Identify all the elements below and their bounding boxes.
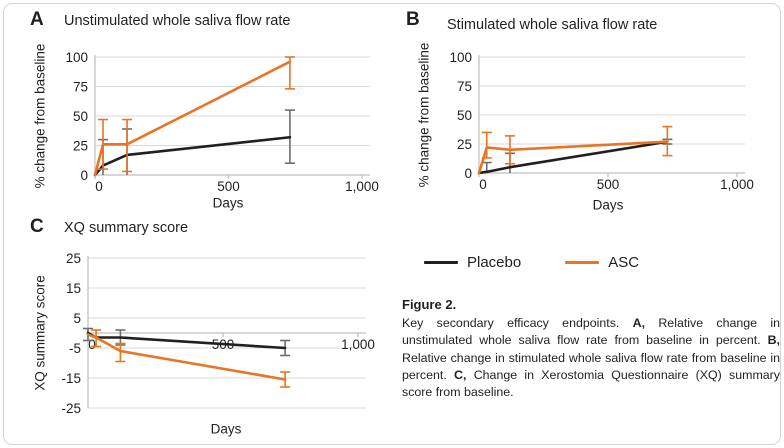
caption-text-segment: Relative change in unstimulated whole saliva flow rate from baseline in percent. xyxy=(402,316,780,348)
legend-label-placebo: Placebo xyxy=(467,254,522,271)
caption-text-segment: Key secondary efficacy endpoints. xyxy=(402,316,633,330)
y-tick-label: -15 xyxy=(61,371,81,386)
caption-text-segment: B, xyxy=(767,333,780,348)
chart-title-b: Stimulated whole saliva flow rate xyxy=(447,17,658,33)
x-tick-label: 500 xyxy=(217,179,240,194)
caption-text-segment: Relative change in stimulated whole saliva flow rate from baseline in percent. xyxy=(402,350,780,383)
caption-text-segment: Change in Xerostomia Questionnaire (XQ) summary score from baseline. xyxy=(402,368,780,400)
x-tick-label: 0 xyxy=(88,337,96,352)
y-tick-label: 75 xyxy=(72,79,88,95)
chart-b-plot xyxy=(384,0,784,215)
figure-caption xyxy=(402,297,780,402)
y-tick-label: 25 xyxy=(72,138,88,154)
panel-label-a: A xyxy=(30,9,45,30)
y-tick-label: 25 xyxy=(456,137,472,152)
caption-body xyxy=(402,315,780,402)
panel-label-c: C xyxy=(30,216,45,237)
caption-title: Figure 2. xyxy=(402,297,457,312)
chart-title-a: Unstimulated whole saliva flow rate xyxy=(64,13,291,29)
x-tick-label: 500 xyxy=(596,177,620,192)
panel-label-b: B xyxy=(406,9,421,30)
y-tick-label: 5 xyxy=(73,311,81,326)
y-tick-label: 25 xyxy=(65,251,81,266)
chart-a-x-axis-label: Days xyxy=(212,195,244,211)
chart-b-x-axis-label: Days xyxy=(592,197,624,213)
chart-title-c: XQ summary score xyxy=(64,220,189,236)
legend-item-placebo xyxy=(424,254,521,271)
series-asc xyxy=(479,127,672,173)
x-tick-label: 1,000 xyxy=(720,177,754,192)
y-tick-label: 50 xyxy=(456,108,472,123)
y-tick-label: -25 xyxy=(61,401,81,416)
chart-legend xyxy=(424,254,639,271)
x-tick-label: 500 xyxy=(211,337,235,352)
caption-text-segment: A, xyxy=(632,316,646,330)
x-tick-label: 1,000 xyxy=(345,179,379,194)
data-line-placebo xyxy=(95,137,290,175)
asc-line-swatch xyxy=(565,261,599,265)
placebo-line-swatch xyxy=(424,261,458,265)
chart-c-x-axis-label: Days xyxy=(210,421,242,437)
y-tick-label: 15 xyxy=(65,281,81,296)
chart-c-plot xyxy=(0,215,400,448)
legend-label-asc: ASC xyxy=(608,254,640,271)
y-tick-label: 0 xyxy=(80,168,88,183)
chart-a-plot xyxy=(0,0,400,215)
y-tick-label: 100 xyxy=(449,50,472,65)
legend-item-asc xyxy=(565,254,639,271)
chart-a-y-axis-label: % change from baseline xyxy=(32,43,48,189)
y-tick-label: 75 xyxy=(456,79,472,94)
data-line-asc xyxy=(95,62,290,175)
x-tick-label: 0 xyxy=(95,179,103,194)
x-tick-label: 1,000 xyxy=(341,337,375,352)
chart-c-y-axis-label: XQ summary score xyxy=(32,275,48,391)
y-tick-label: 0 xyxy=(464,166,472,181)
caption-text-segment: C, xyxy=(454,368,467,383)
y-tick-label: -5 xyxy=(68,341,81,356)
y-tick-label: 100 xyxy=(65,50,88,65)
chart-b-y-axis-label: % change from baseline xyxy=(416,42,432,188)
y-tick-label: 50 xyxy=(72,109,88,124)
x-tick-label: 0 xyxy=(479,177,487,192)
